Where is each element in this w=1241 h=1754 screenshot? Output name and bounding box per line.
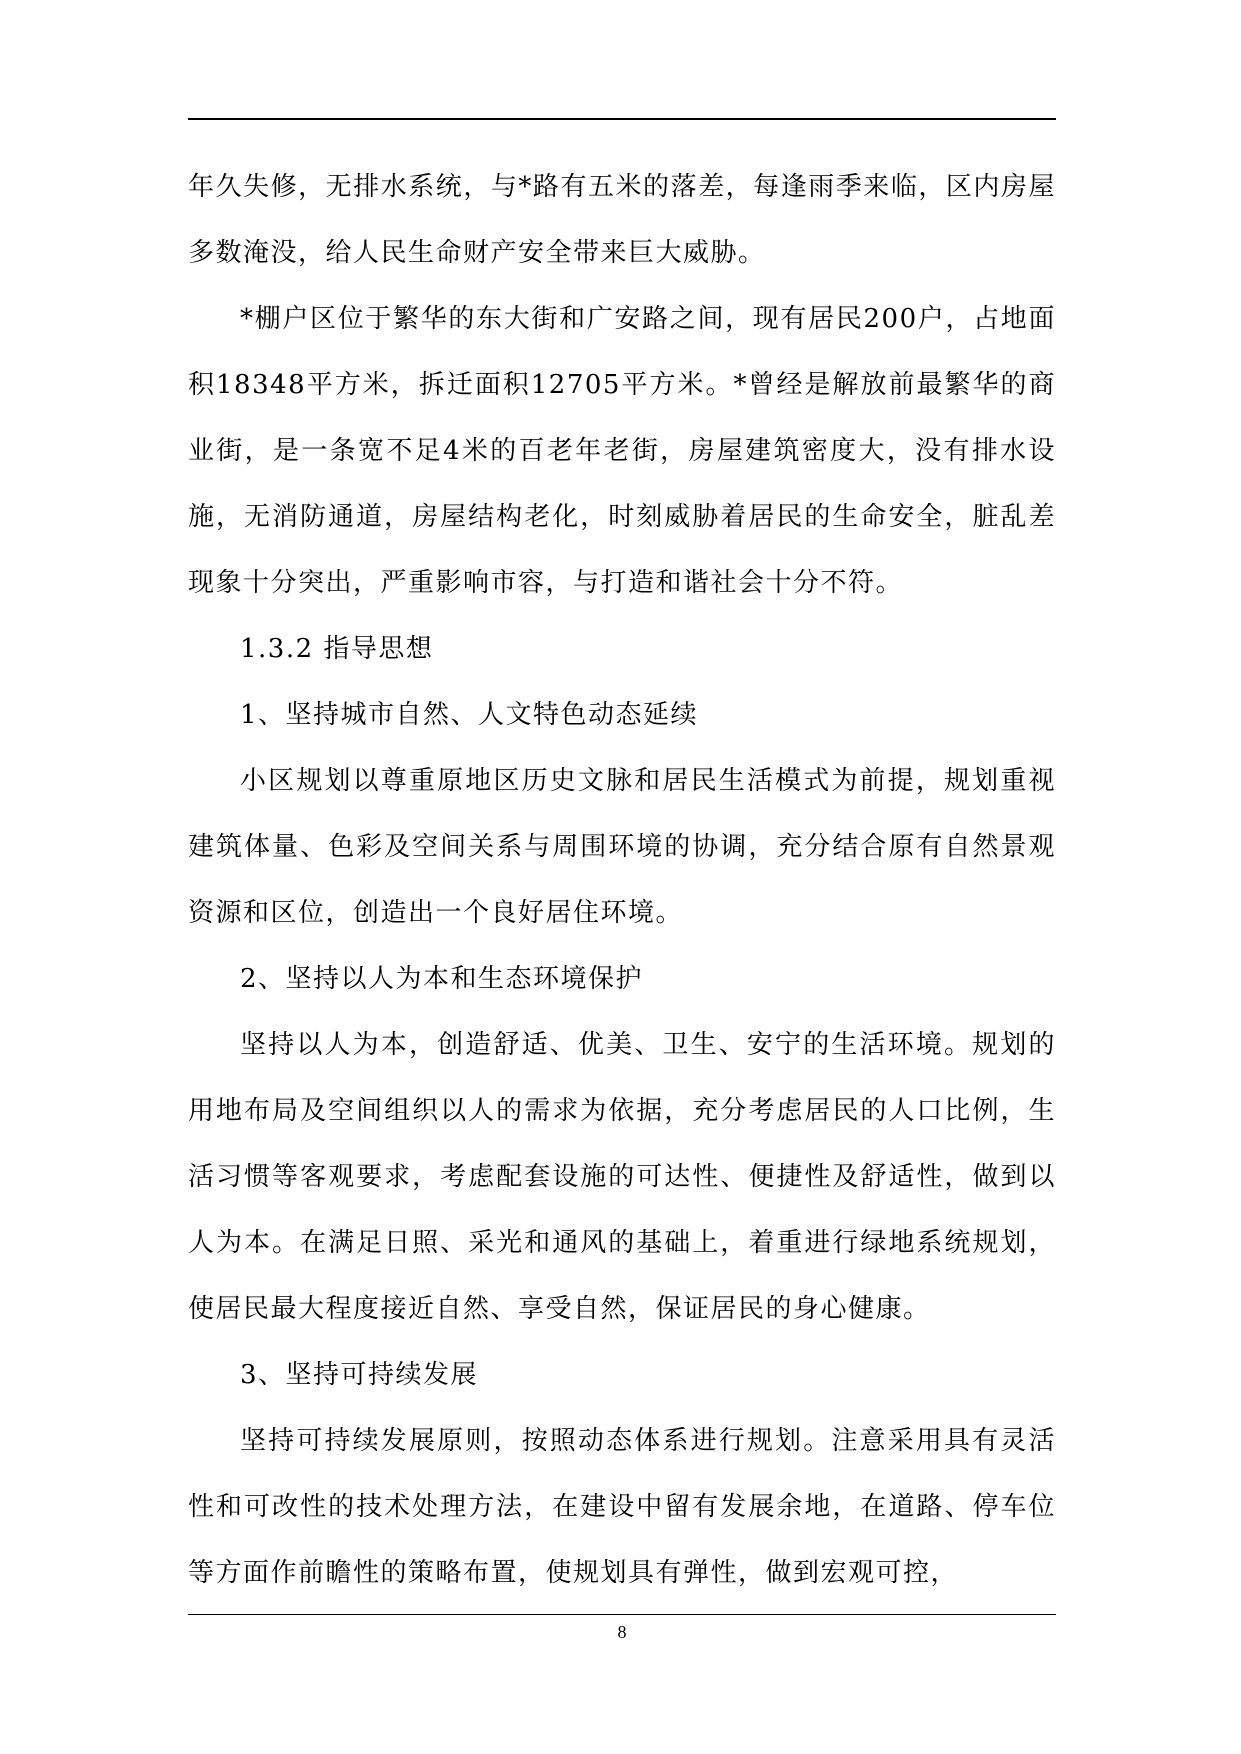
- paragraph-2: *棚户区位于繁华的东大街和广安路之间，现有居民200户，占地面积18348平方米，拆迁面积12705平方米。*曾经是解放前最繁华的商业街，是一条宽不足4米的百老年老街，房屋建筑密度大，没有排水设施，无消防通道，房屋结构老化，时刻威胁着居民的生命安全，脏乱差现象十分突出，严重影响市容，与打造和谐社会十分不符。: [188, 304, 1056, 598]
- header-rule: [188, 118, 1056, 120]
- principle-heading-2: 2、坚持以人为本和生态环境保护: [240, 964, 644, 994]
- principle-heading-3: 3、坚持可持续发展: [240, 1360, 479, 1390]
- paragraph-4: 坚持以人为本，创造舒适、优美、卫生、安宁的生活环境。规划的用地布局及空间组织以人的需求为依据，充分考虑居民的人口比例，生活习惯等客观要求，考虑配套设施的可达性、便捷性及舒适性，做到以人为本。在满足日照、采光和通风的基础上，着重进行绿地系统规划，使居民最大程度接近自然、享受自然，保证居民的身心健康。: [188, 1030, 1056, 1324]
- footer-rule: [188, 1614, 1056, 1615]
- paragraph-1: 年久失修，无排水系统，与*路有五米的落差，每逢雨季来临，区内房屋多数淹没，给人民生命财产安全带来巨大威胁。: [188, 172, 1056, 268]
- body-text: [188, 154, 1056, 1606]
- paragraph-3: 小区规划以尊重原地区历史文脉和居民生活模式为前提，规划重视建筑体量、色彩及空间关系与周围环境的协调，充分结合原有自然景观资源和区位，创造出一个良好居住环境。: [188, 766, 1056, 928]
- page-number: 8: [617, 1622, 627, 1642]
- section-heading-1-3-2: 1.3.2 指导思想: [240, 634, 434, 664]
- principle-heading-1: 1、坚持城市自然、人文特色动态延续: [240, 700, 699, 730]
- paragraph-5: 坚持可持续发展原则，按照动态体系进行规划。注意采用具有灵活性和可改性的技术处理方法，在建设中留有发展余地，在道路、停车位等方面作前瞻性的策略布置，使规划具有弹性，做到宏观可控，: [188, 1426, 1056, 1588]
